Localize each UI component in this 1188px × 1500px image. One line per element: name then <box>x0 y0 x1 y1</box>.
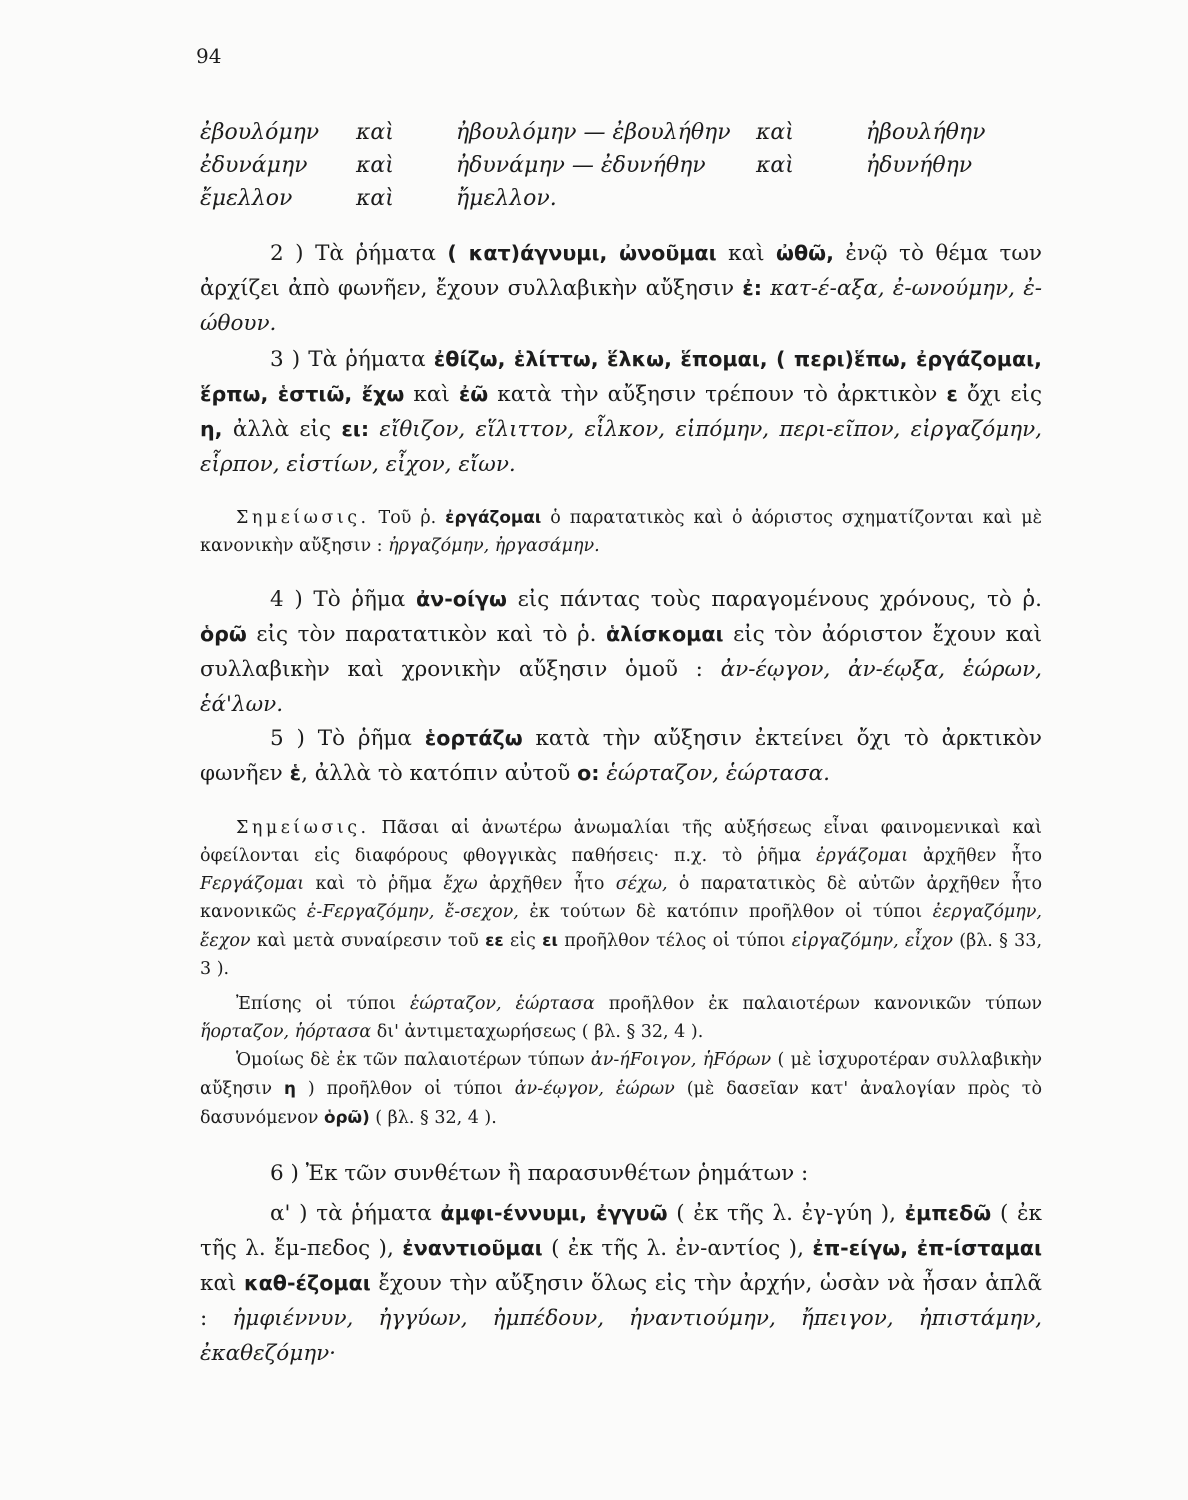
section-3: 3 ) Τὰ ῥήματα ἐθίζω, ἑλίττω, ἕλκω, ἕπομαι, ( περι)ἕπω, ἐργάζομαι, ἕρπω, ἑστιῶ, ἔχω καὶ ἐῶ κατὰ τὴν αὔξησιν τρέπουν τὸ ἀρκτικὸν ε ὄχι εἰς η, ἀλλὰ εἰς ει: εἴθιζον, εἵλιττον, εἷλκον, εἱπόμην, περι-εῖπον, εἰργαζόμην, εἷρπον, εἱστίων, εἶχον, εἴων. <box>200 347 1043 477</box>
section-6a: α' ) τὰ ῥήματα ἀμφι-έννυμι, ἐγγυῶ ( ἐκ τῆς λ. ἐγ-γύη ), ἐμπεδῶ ( ἐκ τῆς λ. ἔμ-πεδος ), ἐναντιοῦμαι ( ἐκ τῆς λ. ἐν-αντίος ), ἐπ-είγω, ἐπ-ίσταμαι καὶ καθ-έζομαι ἔχουν τὴν αὔξησιν ὅλως εἰς τὴν ἀρχήν, ὡσὰν νὰ ἦσαν ἁπλᾶ : ἠμφιέννυν, ἠγγύων, ἠμπέδουν, ἠναντιούμην, ἤπειγον, ἠπιστάμην, ἐκαθεζόμην· <box>200 1201 1042 1366</box>
table-cell: ἠδυνήθην <box>866 153 973 178</box>
table-cell: καὶ <box>356 120 394 145</box>
table-cell: ἤμελλον. <box>456 186 557 211</box>
table-cell: ἐβουλόμην <box>200 120 320 145</box>
section-5: 5 ) Τὸ ῥῆμα ἑορτάζω κατὰ τὴν αὔξησιν ἐκτείνει ὄχι τὸ ἀρκτικὸν φωνῆεν ἑ, ἀλλὰ τὸ κατόπιν αὐτοῦ ο: ἑώρταζον, ἑώρτασα. <box>200 726 1043 786</box>
table-cell <box>756 182 866 215</box>
section-6-heading: 6 ) Ἐκ τῶν συνθέτων ἢ παρασυνθέτων ῥημάτων : <box>270 1161 809 1186</box>
note-1: Σημείωσις. Τοῦ ῥ. ἐργάζομαι ὁ παρατατικὸς καὶ ὁ ἀόριστος σχηματίζονται καὶ μὲ κανονικὴν αὔξησιν : ἠργαζόμην, ἠργασάμην. <box>200 507 1042 556</box>
note-2: Σημείωσις. Πᾶσαι αἱ ἀνωτέρω ἀνωμαλίαι τῆς αὐξήσεως εἶναι φαινομενικαὶ καὶ ὀφείλονται εἰς διαφόρους φθογγικὰς παθήσεις· π.χ. τὸ ῥῆμα ἐργάζομαι ἀρχῆθεν ἦτο Fεργάζομαι καὶ τὸ ῥῆμα ἔχω ἀρχῆθεν ἦτο σέχω, ὁ παρατατικὸς δὲ αὐτῶν ἀρχῆθεν ἦτο κανονικῶς ἐ-Fεργαζόμην, ἔ-σεχον, ἐκ τούτων δὲ κατόπιν προῆλθον οἱ τύποι ἐεργαζόμην, ἔεχον καὶ μετὰ συναίρεσιν τοῦ εε εἰς ει προῆλθον τέλος οἱ τύποι εἰργαζόμην, εἶχον (βλ. § 33, 3 ). <box>200 818 1043 979</box>
page-number: 94 <box>196 44 222 68</box>
table-cell: ἠβουλήθην <box>866 120 986 145</box>
table-row <box>200 149 1019 182</box>
verb-table <box>200 116 1019 215</box>
table-cell: ἠβουλόμην — ἐβουλήθην <box>456 120 731 145</box>
note-3: Ἐπίσης οἱ τύποι ἑώρταζον, ἑώρτασα προῆλθον ἐκ παλαιοτέρων κανονικῶν τύπων ἥορταζον, ἡόρτασα δι' ἀντιμεταχωρήσεως ( βλ. § 32, 4 ). <box>200 994 1042 1042</box>
table-row <box>200 182 1019 215</box>
table-cell: καὶ <box>756 120 794 145</box>
table-cell: ἔμελλον <box>200 186 293 211</box>
table-cell: ἠδυνάμην — ἐδυνήθην <box>456 153 706 178</box>
table-row <box>200 116 1019 149</box>
table-cell: καὶ <box>356 153 394 178</box>
section-2: 2 ) Τὰ ῥήματα ( κατ)άγνυμι, ὠνοῦμαι καὶ ὠθῶ, ἐνῷ τὸ θέμα των ἀρχίζει ἀπὸ φωνῆεν, ἔχουν συλλαβικὴν αὔξησιν ἐ: κατ-έ-αξα, ἐ-ωνούμην, ἐ-ώθουν. <box>200 241 1042 336</box>
table-cell: καὶ <box>356 186 394 211</box>
table-cell: ἐδυνάμην <box>200 153 308 178</box>
note-4: Ὁμοίως δὲ ἐκ τῶν παλαιοτέρων τύπων ἀν-ήFοιγον, ἡFόρων ( μὲ ἰσχυροτέραν συλλαβικὴν αὔξησιν η ) προῆλθον οἱ τύποι ἀν-έῳγον, ἑώρων (μὲ δασεῖαν κατ' ἀναλογίαν πρὸς τὸ δασυνόμενον ὁρῶ) ( βλ. § 32, 4 ). <box>200 1050 1042 1128</box>
table-cell <box>866 182 1019 215</box>
section-4: 4 ) Τὸ ῥῆμα ἀν-οίγω εἰς πάντας τοὺς παραγομένους χρόνους, τὸ ῥ. ὁρῶ εἰς τὸν παρατατικὸν καὶ τὸ ῥ. ἁλίσκομαι εἰς τὸν ἀόριστον ἔχουν καὶ συλλαβικὴν καὶ χρονικὴν αὔξησιν ὁμοῦ : ἀν-έῳγον, ἀν-έῳξα, ἑώρων, ἑά'λων. <box>200 587 1043 717</box>
table-cell: καὶ <box>756 153 794 178</box>
